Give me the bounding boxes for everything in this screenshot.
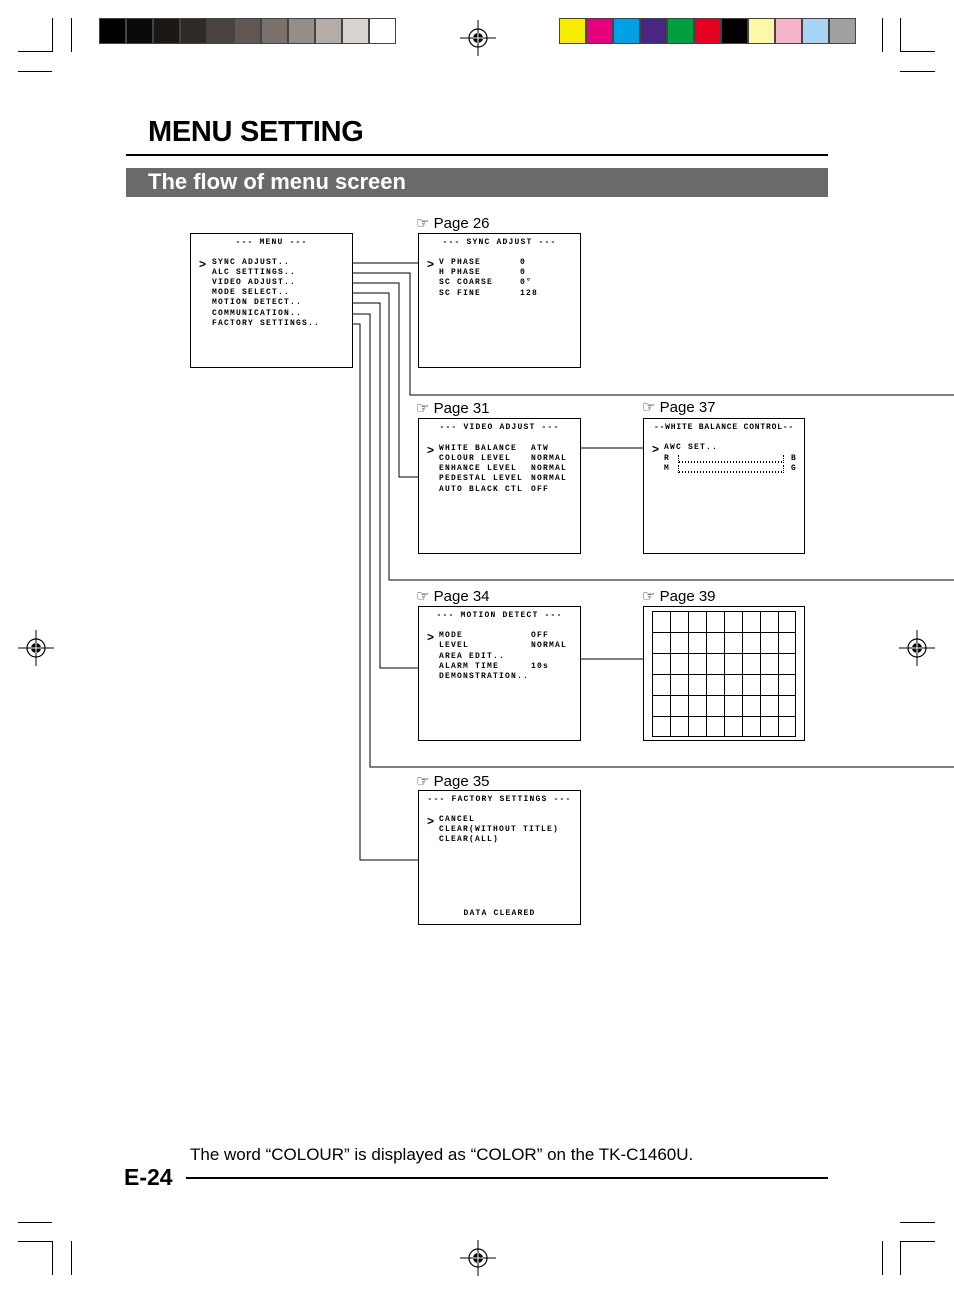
- menu-item: MOTION DETECT..: [212, 298, 303, 307]
- screen-title: --- VIDEO ADJUST ---: [439, 423, 560, 432]
- menu-item: ALC SETTINGS..: [212, 268, 297, 277]
- menu-item: VIDEO ADJUST..: [212, 278, 297, 287]
- page-number: E-24: [124, 1164, 173, 1190]
- screen-title: --WHITE BALANCE CONTROL--: [653, 423, 795, 432]
- setting-label: PEDESTAL LEVEL: [439, 474, 524, 483]
- pointing-hand-icon: ☞: [642, 399, 656, 416]
- page-reference-label: Page 26: [433, 215, 490, 232]
- page-reference: [642, 398, 716, 416]
- cursor-arrow-icon: >: [427, 814, 435, 828]
- menu-item: SYNC ADJUST..: [212, 258, 291, 267]
- page-reference: [416, 399, 490, 417]
- menu-item: CLEAR(WITHOUT TITLE): [439, 825, 560, 834]
- setting-label: COLOUR LEVEL: [439, 454, 512, 463]
- setting-value: NORMAL: [531, 641, 568, 650]
- factory-settings-screen: [418, 790, 581, 925]
- setting-value: 0: [520, 258, 527, 267]
- setting-value: NORMAL: [531, 464, 568, 473]
- pointing-hand-icon: ☞: [416, 215, 430, 232]
- r-level-label: R: [664, 454, 671, 463]
- setting-label: LEVEL: [439, 641, 470, 650]
- page-reference-label: Page 34: [433, 588, 490, 605]
- menu-item: CANCEL: [439, 815, 476, 824]
- page-reference-label: Page 37: [659, 399, 716, 416]
- page-reference-label: Page 31: [433, 400, 490, 417]
- setting-label: ENHANCE LEVEL: [439, 464, 518, 473]
- page-reference: [416, 214, 490, 232]
- sync-adjust-screen: [418, 233, 581, 368]
- footnote: The word “COLOUR” is displayed as “COLOR” on the TK-C1460U.: [190, 1145, 694, 1164]
- page-reference: [416, 587, 490, 605]
- setting-label: H PHASE: [439, 268, 482, 277]
- pointing-hand-icon: ☞: [416, 773, 430, 790]
- menu-item: MODE SELECT..: [212, 288, 291, 297]
- setting-label: DEMONSTRATION..: [439, 672, 530, 681]
- setting-value: 0: [520, 268, 527, 277]
- screen-title: --- MENU ---: [235, 238, 308, 247]
- setting-value: 0°: [520, 278, 533, 287]
- setting-label: AREA EDIT..: [439, 652, 506, 661]
- m-level-right-label: G: [791, 464, 798, 473]
- setting-value: OFF: [531, 631, 550, 640]
- page-reference: [416, 772, 490, 790]
- footer-rule: [186, 1177, 828, 1179]
- setting-label: MODE: [439, 631, 464, 640]
- awc-set-item: AWC SET..: [664, 443, 719, 452]
- cursor-arrow-icon: >: [199, 257, 207, 271]
- setting-label: AUTO BLACK CTL: [439, 485, 524, 494]
- m-level-bar: [678, 465, 784, 473]
- setting-value: NORMAL: [531, 474, 568, 483]
- cursor-arrow-icon: >: [427, 443, 435, 457]
- motion-detect-screen: [418, 606, 581, 741]
- setting-value: 10s: [531, 662, 550, 671]
- page-reference-label: Page 39: [659, 588, 716, 605]
- pointing-hand-icon: ☞: [642, 588, 656, 605]
- cursor-arrow-icon: >: [427, 257, 435, 271]
- screen-title: --- MOTION DETECT ---: [436, 611, 563, 620]
- main-menu-screen: [190, 233, 353, 368]
- r-level-bar: [678, 455, 784, 463]
- setting-value: ATW: [531, 444, 550, 453]
- r-level-right-label: B: [791, 454, 798, 463]
- setting-label: SC FINE: [439, 289, 482, 298]
- screen-title: --- SYNC ADJUST ---: [442, 238, 557, 247]
- status-message: DATA CLEARED: [463, 909, 536, 918]
- section-title: The flow of menu screen: [148, 169, 406, 194]
- setting-value: 128: [520, 289, 539, 298]
- menu-item: COMMUNICATION..: [212, 309, 303, 318]
- page-reference: [642, 587, 716, 605]
- motion-area-grid: [652, 611, 796, 737]
- motion-area-grid-screen: [643, 606, 805, 741]
- page-title: MENU SETTING: [148, 116, 364, 148]
- white-balance-screen: [643, 418, 805, 554]
- cursor-arrow-icon: >: [427, 630, 435, 644]
- setting-value: NORMAL: [531, 454, 568, 463]
- setting-label: SC COARSE: [439, 278, 494, 287]
- menu-item: FACTORY SETTINGS..: [212, 319, 321, 328]
- setting-label: WHITE BALANCE: [439, 444, 518, 453]
- pointing-hand-icon: ☞: [416, 588, 430, 605]
- cursor-arrow-icon: >: [652, 442, 660, 456]
- setting-label: V PHASE: [439, 258, 482, 267]
- screen-title: --- FACTORY SETTINGS ---: [427, 795, 572, 804]
- menu-item: CLEAR(ALL): [439, 835, 500, 844]
- video-adjust-screen: [418, 418, 581, 554]
- setting-label: ALARM TIME: [439, 662, 500, 671]
- page-reference-label: Page 35: [433, 773, 490, 790]
- pointing-hand-icon: ☞: [416, 400, 430, 417]
- setting-value: OFF: [531, 485, 550, 494]
- m-level-label: M: [664, 464, 671, 473]
